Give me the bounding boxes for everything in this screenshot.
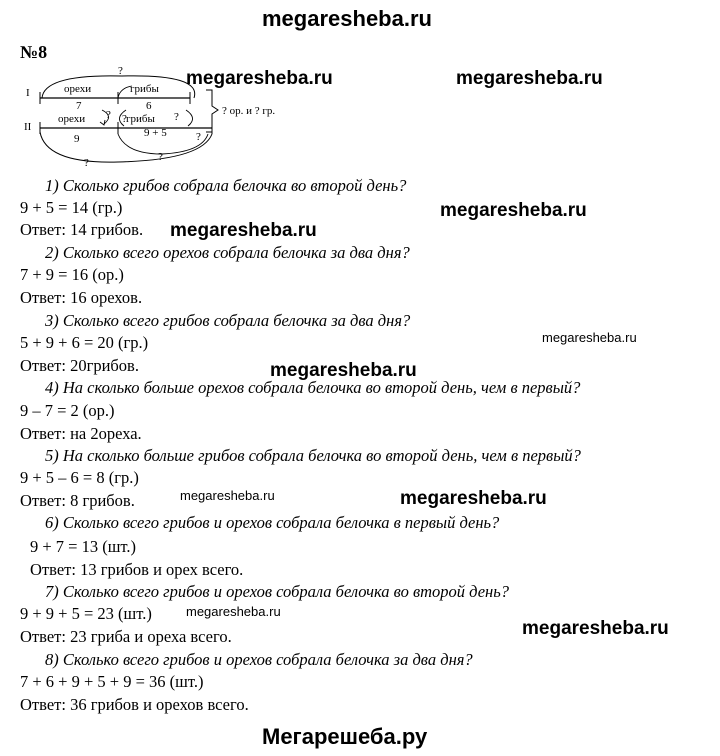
step-8-question: 8) Сколько всего грибов и орехов собрала белочка за два дня?	[45, 650, 473, 669]
watermark: megaresheba.ru	[456, 68, 603, 89]
row2-mushrooms-value: 9 + 5	[144, 127, 167, 139]
step-3-question: 3) Сколько всего грибов собрала белочка за два дня?	[45, 311, 411, 330]
question-mark: ?	[106, 109, 111, 121]
watermark: megaresheba.ru	[522, 618, 669, 639]
task-number: №8	[20, 42, 48, 62]
step-1-question: 1) Сколько грибов собрала белочка во второй день?	[45, 176, 407, 195]
step-7-calc: 9 + 9 + 5 = 23 (шт.)	[20, 604, 152, 623]
watermark: megaresheba.ru	[400, 488, 547, 509]
row1-nuts-value: 7	[76, 100, 82, 112]
step-6-answer: Ответ: 13 грибов и орех всего.	[30, 560, 244, 579]
step-4-answer: Ответ: на 2ореха.	[20, 424, 142, 443]
step-7-answer: Ответ: 23 гриба и ореха всего.	[20, 627, 232, 646]
question-mark: ?	[174, 111, 179, 123]
step-6-question: 6) Сколько всего грибов и орехов собрала белочка в первый день?	[45, 513, 500, 532]
step-2-calc: 7 + 9 = 16 (ор.)	[20, 265, 124, 284]
watermark: megaresheba.ru	[170, 220, 317, 241]
step-2-answer: Ответ: 16 орехов.	[20, 288, 143, 307]
step-5-question: 5) На сколько больше грибов собрала белочка во второй день, чем в первый?	[45, 446, 581, 465]
step-8-calc: 7 + 6 + 9 + 5 + 9 = 36 (шт.)	[20, 672, 204, 691]
row2-mushrooms-label: грибы	[126, 113, 155, 125]
watermark: megaresheba.ru	[180, 488, 275, 503]
row2-nuts-value: 9	[74, 133, 80, 145]
question-mark: ?	[196, 131, 201, 143]
watermark: megaresheba.ru	[186, 604, 281, 619]
watermark: megaresheba.ru	[542, 330, 637, 345]
watermark: megaresheba.ru	[270, 360, 417, 381]
row2-nuts-label: орехи	[58, 113, 86, 125]
watermark: megaresheba.ru	[440, 200, 587, 221]
step-8-answer: Ответ: 36 грибов и орехов всего.	[20, 695, 249, 714]
brace-label: ? ор. и ? гр.	[222, 105, 276, 117]
footer-site-title: Мегарешеба.ру	[262, 724, 428, 749]
step-5-answer: Ответ: 8 грибов.	[20, 491, 135, 510]
step-6-calc: 9 + 7 = 13 (шт.)	[30, 537, 137, 556]
row-label-1: I	[26, 87, 30, 99]
question-mark: ?	[122, 113, 127, 125]
step-1-answer: Ответ: 14 грибов.	[20, 220, 144, 239]
problem-diagram	[22, 62, 322, 172]
question-mark: ?	[84, 157, 89, 169]
watermark: megaresheba.ru	[186, 68, 333, 89]
step-5-calc: 9 + 5 – 6 = 8 (гр.)	[20, 468, 139, 487]
step-3-calc: 5 + 9 + 6 = 20 (гр.)	[20, 333, 149, 352]
row1-mushrooms-value: 6	[146, 100, 152, 112]
step-4-question: 4) На сколько больше орехов собрала белочка во второй день, чем в первый?	[45, 378, 581, 397]
row1-nuts-label: орехи	[64, 83, 92, 95]
question-mark: ?	[118, 65, 123, 77]
step-2-question: 2) Сколько всего орехов собрала белочка за два дня?	[45, 243, 410, 262]
step-1-calc: 9 + 5 = 14 (гр.)	[20, 198, 123, 217]
step-4-calc: 9 – 7 = 2 (ор.)	[20, 401, 115, 420]
row1-mushrooms-label: грибы	[130, 83, 159, 95]
step-3-answer: Ответ: 20грибов.	[20, 356, 139, 375]
step-7-question: 7) Сколько всего грибов и орехов собрала белочка во второй день?	[45, 582, 509, 601]
header-site-title: megaresheba.ru	[262, 6, 432, 31]
question-mark: ?	[158, 151, 163, 163]
row-label-2: II	[24, 121, 32, 133]
